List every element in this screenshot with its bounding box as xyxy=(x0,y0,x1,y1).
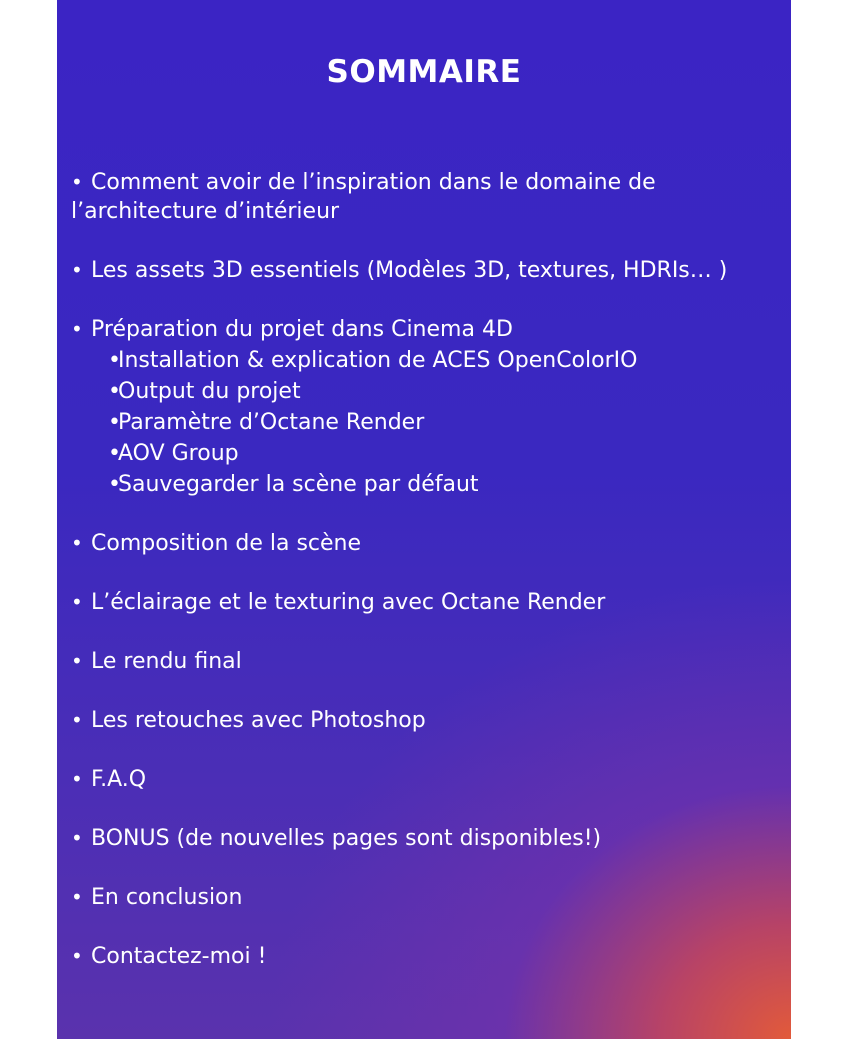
toc-item-assets xyxy=(71,256,786,285)
bullet-icon: • xyxy=(71,649,83,673)
toc-item-label: Comment avoir de l’inspiration dans le domaine de l’architecture d’intérieur xyxy=(71,170,656,224)
bullet-icon: • xyxy=(71,317,83,341)
bullet-icon: • xyxy=(71,170,83,194)
toc-subitem-label: Paramètre d’Octane Render xyxy=(118,410,425,435)
bullet-icon: • xyxy=(71,885,83,909)
toc-item-label: En conclusion xyxy=(91,885,243,910)
toc-item-photoshop xyxy=(71,706,786,735)
toc-item-label: L’éclairage et le texturing avec Octane Render xyxy=(91,590,606,615)
toc-item-label: F.A.Q xyxy=(91,767,147,792)
toc-item-contact xyxy=(71,942,786,971)
bullet-icon: • xyxy=(71,590,83,614)
bullet-icon: • xyxy=(71,531,83,555)
toc-item-label: Préparation du projet dans Cinema 4D xyxy=(91,317,513,342)
bullet-icon: • xyxy=(71,767,83,791)
toc-item-faq xyxy=(71,765,786,794)
toc-subitem-aces xyxy=(108,345,786,376)
bullet-icon: • xyxy=(71,826,83,850)
bullet-icon: • xyxy=(108,472,121,497)
page-title: SOMMAIRE xyxy=(326,54,522,90)
toc-item-conclusion xyxy=(71,883,786,912)
toc-subitem-label: AOV Group xyxy=(118,441,239,466)
bullet-icon: • xyxy=(108,348,121,373)
toc-subitem-label: Output du projet xyxy=(118,379,301,404)
toc-subitem-label: Installation & explication de ACES OpenColorIO xyxy=(118,348,638,373)
bullet-icon: • xyxy=(108,441,121,466)
toc-subitem-label: Sauvegarder la scène par défaut xyxy=(118,472,479,497)
toc-item-preparation xyxy=(71,315,786,500)
toc-item-lighting xyxy=(71,588,786,617)
toc-item-final-render xyxy=(71,647,786,676)
toc-subitem-aov-group xyxy=(108,438,786,469)
bullet-icon: • xyxy=(71,708,83,732)
toc-item-label: BONUS (de nouvelles pages sont disponibles!) xyxy=(91,826,602,851)
bullet-icon: • xyxy=(108,379,121,404)
toc-subitem-octane-params xyxy=(108,407,786,438)
toc-subitem-output xyxy=(108,376,786,407)
toc-item-label: Composition de la scène xyxy=(91,531,362,556)
toc-subitem-save-scene xyxy=(108,469,786,500)
toc-page xyxy=(57,0,791,1039)
toc-item-label: Contactez-moi ! xyxy=(91,944,267,969)
toc-item-label: Le rendu final xyxy=(91,649,242,674)
toc-item-bonus xyxy=(71,824,786,853)
bullet-icon: • xyxy=(71,258,83,282)
toc-item-inspiration xyxy=(71,168,786,226)
bullet-icon: • xyxy=(71,944,83,968)
toc-subitems xyxy=(71,345,786,500)
toc-item-label: Les retouches avec Photoshop xyxy=(91,708,426,733)
bullet-icon: • xyxy=(108,410,121,435)
toc-item-composition xyxy=(71,529,786,558)
toc-item-label: Les assets 3D essentiels (Modèles 3D, textures, HDRIs… ) xyxy=(91,258,728,283)
